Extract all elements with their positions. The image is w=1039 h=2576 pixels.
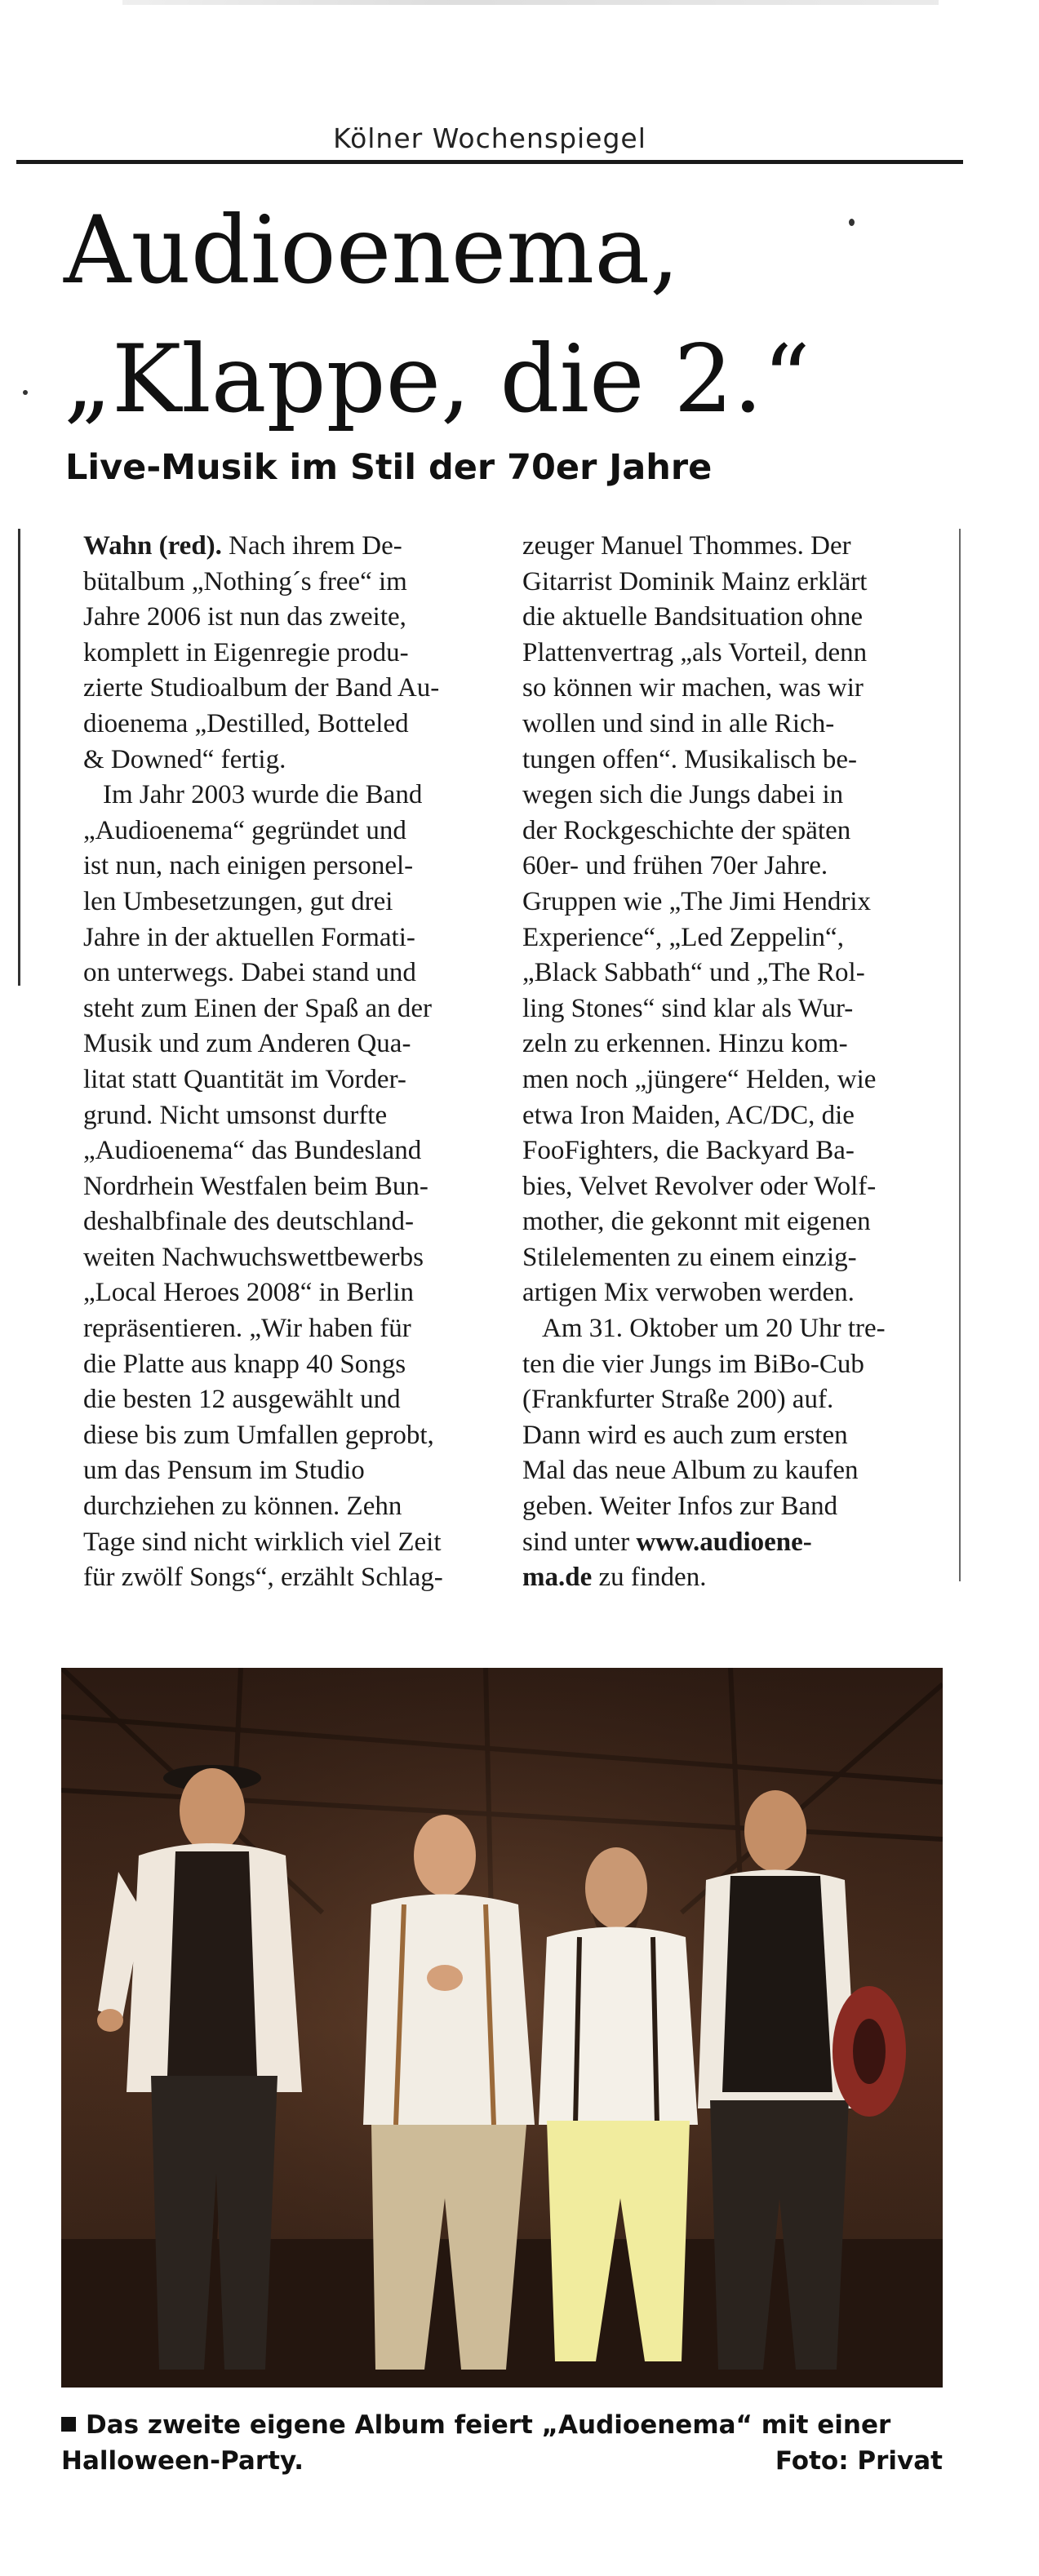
article-line	[83, 1240, 491, 1276]
article-line	[522, 1275, 945, 1311]
article-line	[83, 1098, 491, 1134]
band-photo-image	[61, 1668, 943, 2388]
article-text: „Audioenema“ gegründet und	[83, 815, 406, 845]
article-bold-text: Wahn (red).	[83, 531, 222, 561]
article-line	[83, 1311, 491, 1347]
article-line	[522, 1525, 945, 1561]
right-margin-rule	[959, 529, 961, 1581]
article-line	[522, 778, 945, 814]
article-bold-text: ma.de	[522, 1563, 593, 1593]
article-line	[83, 849, 491, 885]
article-line	[83, 1275, 491, 1311]
article-line	[522, 707, 945, 743]
article-text: artigen Mix verwoben werden.	[522, 1278, 855, 1308]
article-text: Experience“, „Led Zeppelin“,	[522, 922, 844, 952]
article-text: um das Pensum im Studio	[83, 1456, 365, 1486]
article-text: Am 31. Oktober um 20 Uhr tre-	[542, 1314, 886, 1344]
article-line	[522, 743, 945, 778]
article-column-1	[83, 529, 491, 1596]
article-line	[522, 1133, 945, 1169]
article-text: zeln zu erkennen. Hinzu kom-	[522, 1029, 848, 1059]
caption-text-2: Halloween-Party.	[61, 2446, 304, 2476]
article-text: 60er- und frühen 70er Jahre.	[522, 851, 828, 881]
article-text: sind unter	[522, 1527, 637, 1557]
caption-bullet-icon	[61, 2417, 76, 2432]
article-text: für zwölf Songs“, erzählt Schlag-	[83, 1563, 443, 1593]
article-line	[522, 1560, 945, 1596]
article-text: der Rockgeschichte der späten	[522, 815, 851, 845]
subheadline: Live-Musik im Stil der 70er Jahre	[65, 447, 713, 488]
article-line	[83, 636, 491, 672]
article-text: & Downed“ fertig.	[83, 744, 286, 774]
article-line	[522, 814, 945, 849]
article-text: tungen offen“. Musikalisch be-	[522, 744, 857, 774]
article-text: deshalbfinale des deutschland-	[83, 1207, 415, 1237]
article-line	[522, 920, 945, 956]
article-text: die besten 12 ausgewählt und	[83, 1385, 401, 1415]
article-text: ist nun, nach einigen personel-	[83, 851, 414, 881]
article-line	[522, 1169, 945, 1205]
article-text: wollen und sind in alle Rich-	[522, 708, 835, 738]
article-text: Jahre 2006 ist nun das zweite,	[83, 602, 406, 632]
article-text: Gruppen wie „The Jimi Hendrix	[522, 886, 872, 916]
article-line	[83, 1560, 491, 1596]
article-line	[83, 671, 491, 707]
article-text: Im Jahr 2003 wurde die Band	[103, 780, 423, 810]
publication-name: Kölner Wochenspiegel	[333, 122, 646, 154]
article-line	[83, 1418, 491, 1454]
article-text: steht zum Einen der Spaß an der	[83, 993, 433, 1023]
scan-speck	[849, 219, 855, 226]
article-text: Nach ihrem De-	[221, 531, 402, 561]
article-line	[83, 1133, 491, 1169]
article-text: (Frankfurter Straße 200) auf.	[522, 1385, 834, 1415]
article-text: ten die vier Jungs im BiBo-Cub	[522, 1349, 864, 1379]
article-line	[83, 778, 491, 814]
article-line	[522, 1026, 945, 1062]
article-text: on unterwegs. Dabei stand und	[83, 958, 416, 988]
article-line	[83, 600, 491, 636]
article-line	[522, 600, 945, 636]
article-line	[83, 920, 491, 956]
article-text: Gitarrist Dominik Mainz erklärt	[522, 566, 868, 596]
article-line	[522, 885, 945, 920]
article-line	[83, 707, 491, 743]
article-text: so können wir machen, was wir	[522, 673, 864, 703]
article-text: Mal das neue Album zu kaufen	[522, 1456, 859, 1486]
article-line	[83, 1204, 491, 1240]
photo-caption	[61, 2407, 943, 2479]
article-line	[522, 1098, 945, 1134]
article-line	[522, 955, 945, 991]
article-text: bütalbum „Nothing´s free“ im	[83, 566, 407, 596]
article-text: Plattenvertrag „als Vorteil, denn	[522, 637, 868, 667]
article-text: grund. Nicht umsonst durfte	[83, 1100, 388, 1130]
article-line	[522, 529, 945, 565]
article-line	[522, 1204, 945, 1240]
article-line	[522, 565, 945, 601]
article-line	[522, 671, 945, 707]
article-text: Musik und zum Anderen Qua-	[83, 1029, 411, 1059]
article-text: geben. Weiter Infos zur Band	[522, 1492, 838, 1522]
article-line	[522, 636, 945, 672]
article-line	[522, 849, 945, 885]
article-text: „Local Heroes 2008“ in Berlin	[83, 1278, 415, 1308]
article-text: weiten Nachwuchswettbewerbs	[83, 1242, 424, 1272]
article-text: Stilelementen zu einem einzig-	[522, 1242, 857, 1272]
article-text: etwa Iron Maiden, AC/DC, die	[522, 1100, 855, 1130]
article-text: zeuger Manuel Thommes. Der	[522, 531, 851, 561]
article-line	[522, 1489, 945, 1525]
article-line	[522, 991, 945, 1027]
photo-credit: Foto: Privat	[775, 2446, 943, 2476]
article-text: Nordrhein Westfalen beim Bun-	[83, 1171, 428, 1201]
article-text: wegen sich die Jungs dabei in	[522, 780, 844, 810]
article-bold-text: www.audioene-	[636, 1527, 812, 1557]
article-text: die Platte aus knapp 40 Songs	[83, 1349, 406, 1379]
article-text: „Black Sabbath“ und „The Rol-	[522, 958, 865, 988]
article-line	[83, 1525, 491, 1561]
article-line	[83, 885, 491, 920]
article-text: Dann wird es auch zum ersten	[522, 1420, 848, 1450]
article-text: mother, die gekonnt mit eigenen	[522, 1207, 871, 1237]
article-line	[83, 1382, 491, 1418]
article-line	[83, 1062, 491, 1098]
article-text: repräsentieren. „Wir haben für	[83, 1314, 411, 1344]
article-line	[522, 1382, 945, 1418]
article-line	[522, 1347, 945, 1383]
article-line	[83, 529, 491, 565]
article-line	[83, 1347, 491, 1383]
headline-line-1: Audioenema,	[64, 196, 680, 304]
article-text: Jahre in der aktuellen Formati-	[83, 922, 415, 952]
article-line	[83, 1489, 491, 1525]
scan-speck	[23, 390, 28, 395]
caption-line-1	[61, 2407, 943, 2443]
article-line	[83, 565, 491, 601]
article-text: FooFighters, die Backyard Ba-	[522, 1136, 855, 1166]
band-photo	[61, 1668, 943, 2388]
article-text: Tage sind nicht wirklich viel Zeit	[83, 1527, 442, 1557]
article-text: zu finden.	[592, 1563, 707, 1593]
article-line	[83, 991, 491, 1027]
caption-line-2	[61, 2443, 943, 2479]
article-text: „Audioenema“ das Bundesland	[83, 1136, 422, 1166]
caption-text-1: Das zweite eigene Album feiert „Audioenema“ mit einer	[86, 2410, 891, 2440]
article-text: diese bis zum Umfallen geprobt,	[83, 1420, 434, 1450]
article-line	[522, 1240, 945, 1276]
article-text: litat statt Quantität im Vorder-	[83, 1064, 406, 1094]
article-line	[522, 1311, 945, 1347]
article-column-2	[522, 529, 945, 1596]
article-line	[83, 1026, 491, 1062]
article-line	[83, 955, 491, 991]
article-text: zierte Studioalbum der Band Au-	[83, 673, 440, 703]
article-text: die aktuelle Bandsituation ohne	[522, 602, 863, 632]
article-text: len Umbesetzungen, gut drei	[83, 886, 393, 916]
header-rule	[16, 160, 963, 164]
article-text: komplett in Eigenregie produ-	[83, 637, 409, 667]
article-line	[522, 1062, 945, 1098]
article-text: bies, Velvet Revolver oder Wolf-	[522, 1171, 877, 1201]
article-text: men noch „jüngere“ Helden, wie	[522, 1064, 877, 1094]
article-line	[83, 743, 491, 778]
article-line	[83, 814, 491, 849]
article-line	[83, 1169, 491, 1205]
article-line	[83, 1453, 491, 1489]
article-text: dioenema „Destilled, Botteled	[83, 708, 409, 738]
article-text: durchziehen zu können. Zehn	[83, 1492, 402, 1522]
scan-edge	[122, 0, 939, 5]
headline	[64, 186, 961, 444]
article-line	[522, 1453, 945, 1489]
article-line	[522, 1418, 945, 1454]
article-text: ling Stones“ sind klar als Wur-	[522, 993, 854, 1023]
left-margin-rule	[18, 529, 20, 986]
headline-line-2: „Klappe, die 2.“	[64, 325, 810, 433]
